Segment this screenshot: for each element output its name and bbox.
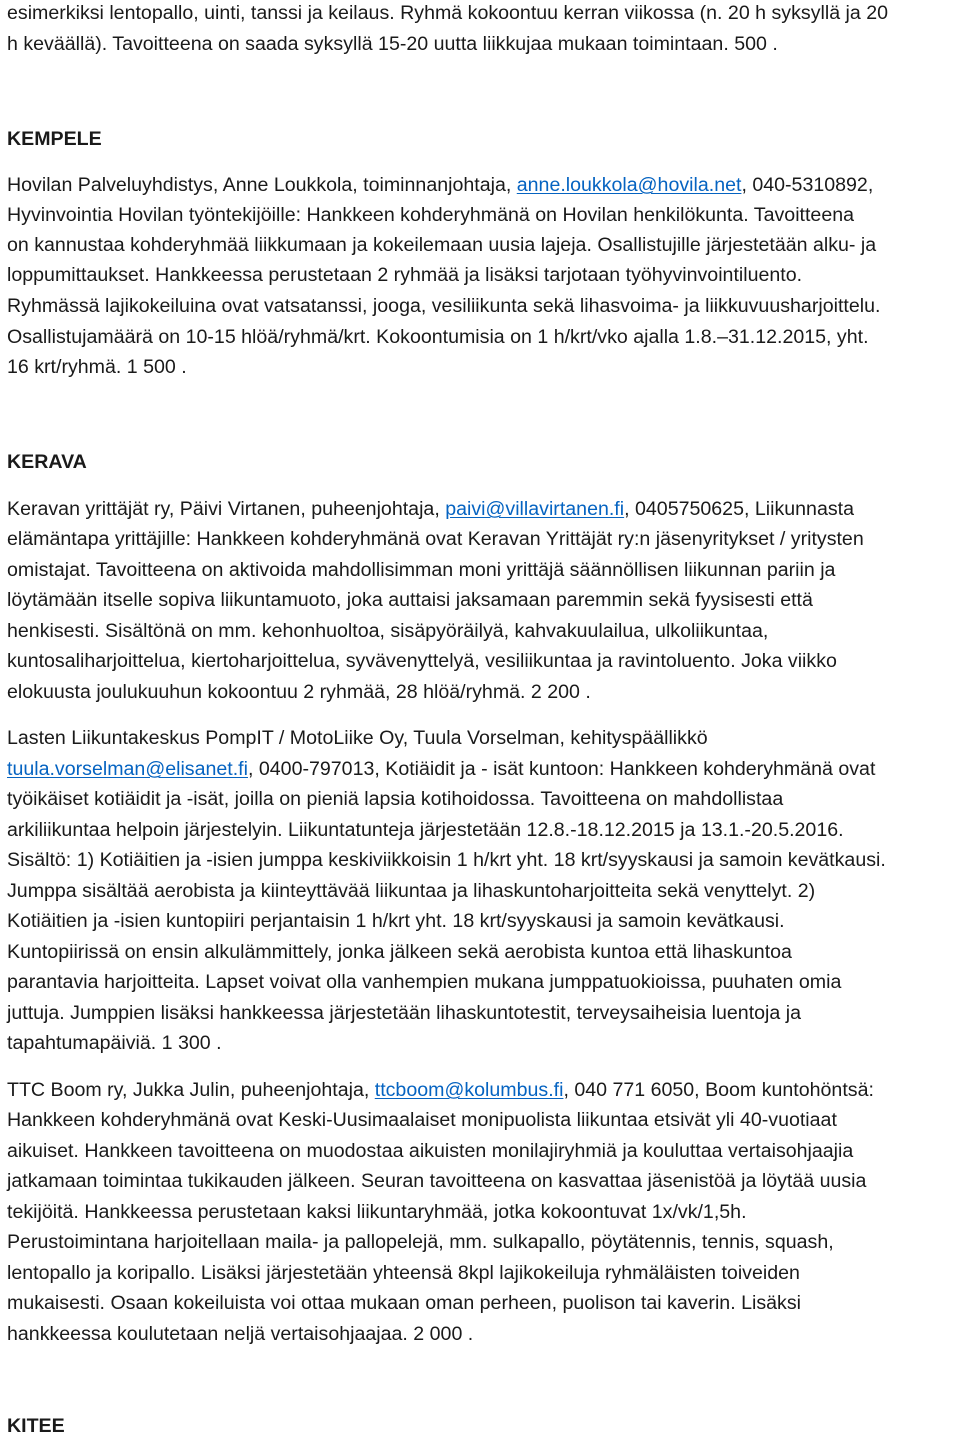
pompit-text-line: juttuja. Jumppien lisäksi hankkeessa järjestetään lihaskuntotestit, terveysaiheisia luentoja ja	[7, 1002, 801, 1024]
pompit-phone-text: , 0400-797013, Kotiäidit ja - isät kuntoon: Hankkeen kohderyhmänä ovat	[247, 758, 876, 780]
pompit-text-line: Lasten Liikuntakeskus PompIT / MotoLiike Oy, Tuula Vorselman, kehityspäällikkö	[7, 727, 708, 749]
kerava-org-text: Keravan yrittäjät ry, Päivi Virtanen, puheenjohtaja,	[7, 498, 446, 520]
pompit-text-line: Jumppa sisältää aerobista ja kiinteyttävää liikuntaa ja lihaskuntoharjoitteita sekä venyttelyt. 2)	[7, 880, 816, 902]
ttcboom-text-line: mukaisesti. Osaan kokeiluista voi ottaa mukaan oman perheen, puolison tai kaverin. Lisäksi	[7, 1292, 801, 1314]
kempele-text-line	[7, 173, 873, 197]
kempele-text-line: on kannustaa kohderyhmää liikkumaan ja kokeilemaan uusia lajeja. Osallistujille järjestetään alku- ja	[7, 234, 877, 256]
intro-text-line: esimerkiksi lentopallo, uinti, tanssi ja keilaus. Ryhmä kokoontuu kerran viikossa (n. 20 h syksyllä ja 20	[7, 2, 889, 24]
kerava-email-link[interactable]: paivi@villavirtanen.fi	[445, 498, 625, 520]
ttcboom-text-line: jatkamaan toimintaa tukikauden jälkeen. Seuran tavoitteena on kasvattaa jäsenistöä ja löytää uusia	[7, 1170, 867, 1192]
kempele-text-line: 16 krt/ryhmä. 1 500 .	[7, 356, 187, 378]
ttcboom-text-line: aikuiset. Hankkeen tavoitteena on muodostaa aikuisten monilajiryhmiä ja kouluttaa vertaisohjaajia	[7, 1140, 854, 1162]
ttcboom-text-line: lentopallo ja koripallo. Lisäksi järjestetään yhteensä 8kpl lajikokeiluja ryhmäläisten toiveiden	[7, 1262, 800, 1284]
kerava-text-line: omistajat. Tavoitteena on aktivoida mahdollisimman moni yrittäjä säännöllisen liikunnan pariin ja	[7, 559, 836, 581]
kempele-text-line: loppumittaukset. Hankkeessa perustetaan 2 ryhmää ja lisäksi tarjotaan työhyvinvointiluento.	[7, 264, 803, 286]
kempele-org-text: Hovilan Palveluyhdistys, Anne Loukkola, toiminnanjohtaja,	[7, 174, 517, 196]
pompit-text-line: Kuntopiirissä on ensin alkulämmittely, jonka jälkeen sekä aerobista kuntoa että lihaskuntoa	[7, 941, 792, 963]
section-heading-kerava: KERAVA	[7, 451, 87, 473]
section-heading-kempele: KEMPELE	[7, 128, 102, 150]
pompit-text-line: tapahtumapäiviä. 1 300 .	[7, 1032, 222, 1054]
pompit-text-line: parantavia harjoitteita. Lapset voivat olla vanhempien mukana jumppatuokioissa, puuhaten omia	[7, 971, 842, 993]
ttcboom-text-line: Perustoimintana harjoitellaan maila- ja pallopelejä, mm. sulkapallo, pöytätennis, tennis, squash,	[7, 1231, 834, 1253]
kerava-text-line: elokuusta joulukuuhun kokoontuu 2 ryhmää, 28 hlöä/ryhmä. 2 200 .	[7, 681, 591, 703]
kerava-text-line	[7, 497, 854, 521]
pompit-text-line: työikäiset kotiäidit ja -isät, joilla on pieniä lapsia kotihoidossa. Tavoitteena on mahdollistaa	[7, 788, 784, 810]
kerava-text-line: elämäntapa yrittäjille: Hankkeen kohderyhmänä ovat Keravan Yrittäjät ry:n jäsenyritykset / yritysten	[7, 528, 864, 550]
ttcboom-phone-text: , 040 771 6050, Boom kuntohöntsä:	[563, 1079, 874, 1101]
ttcboom-text-line: Hankkeen kohderyhmänä ovat Keski-Uusimaalaiset monipuolista liikuntaa etsivät yli 40-vuotiaat	[7, 1109, 837, 1131]
kerava-phone-text: , 0405750625, Liikunnasta	[624, 498, 854, 520]
ttcboom-text-line	[7, 1078, 874, 1102]
kempele-text-line: Osallistujamäärä on 10-15 hlöä/ryhmä/krt. Kokoontumisia on 1 h/krt/vko ajalla 1.8.–31.12.2015, yht.	[7, 326, 869, 348]
ttcboom-text-line: tekijöitä. Hankkeessa perustetaan kaksi liikuntaryhmää, jotka kokoontuvat 1x/vk/1,5h.	[7, 1201, 747, 1223]
ttcboom-text-line: hankkeessa koulutetaan neljä vertaisohjaajaa. 2 000 .	[7, 1323, 474, 1345]
section-heading-kitee: KITEE	[7, 1415, 65, 1437]
pompit-text-line: arkiliikuntaa helpoin järjestelyin. Liikuntatunteja järjestetään 12.8.-18.12.2015 ja 13.1.-20.5.2016.	[7, 819, 844, 841]
pompit-email-link[interactable]: tuula.vorselman@elisanet.fi	[7, 758, 248, 780]
ttcboom-email-link[interactable]: ttcboom@kolumbus.fi	[374, 1079, 564, 1101]
kempele-email-link[interactable]: anne.loukkola@hovila.net	[516, 174, 742, 196]
kempele-phone-text: , 040-5310892,	[741, 174, 874, 196]
kerava-text-line: henkisesti. Sisältönä on mm. kehonhuoltoa, sisäpyöräilyä, kahvakuulailua, ulkoliikuntaa,	[7, 620, 769, 642]
pompit-text-line	[7, 757, 875, 781]
kerava-text-line: kuntosaliharjoittelua, kiertoharjoittelua, syvävenyttelyä, vesiliikuntaa ja ravintoluento. Joka viikko	[7, 650, 837, 672]
kempele-text-line: Hyvinvointia Hovilan työntekijöille: Hankkeen kohderyhmänä on Hovilan henkilökunta. Tavoitteena	[7, 204, 855, 226]
pompit-text-line: Sisältö: 1) Kotiäitien ja -isien jumppa keskiviikkoisin 1 h/krt yht. 18 krt/syyskausi ja samoin kevätkausi.	[7, 849, 886, 871]
kempele-text-line: Ryhmässä lajikokeiluina ovat vatsatanssi, jooga, vesiliikunta sekä lihasvoima- ja liikkuvuusharjoittelu.	[7, 295, 881, 317]
pompit-text-line: Kotiäitien ja -isien kuntopiiri perjantaisin 1 h/krt yht. 18 krt/syyskausi ja samoin kevätkausi.	[7, 910, 785, 932]
kerava-text-line: löytämään itselle sopiva liikuntamuoto, joka auttaisi jaksamaan paremmin sekä fyysisesti että	[7, 589, 813, 611]
ttcboom-org-text: TTC Boom ry, Jukka Julin, puheenjohtaja,	[7, 1079, 375, 1101]
intro-text-line: h keväällä). Tavoitteena on saada syksyllä 15-20 uutta liikkujaa mukaan toimintaan. 500 .	[7, 33, 778, 55]
